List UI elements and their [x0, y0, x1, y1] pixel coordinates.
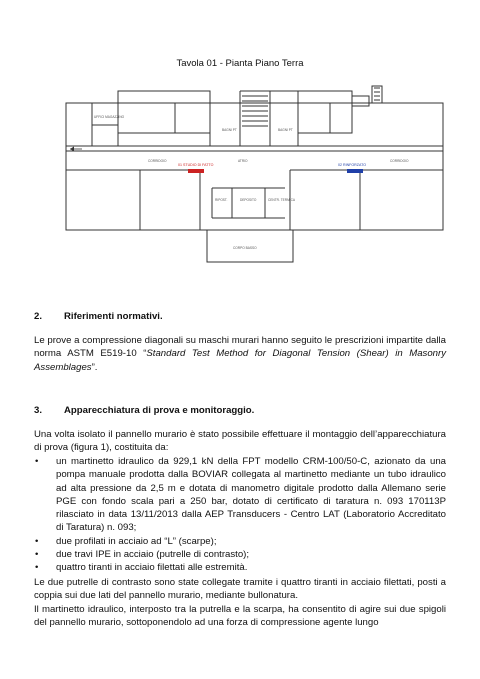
- list-item: • un martinetto idraulico da 929,1 kN della FPT modello CRM-100/50-C, azionato da una pompa manuale prodotta dalla BOVIAR collegata al martinetto mediante un tubo idraulico ad alta pressione da 2,5 m e dotata di manometro digitale prodotto dalla Allemano serie PGE con fondo scala pari a 250 bar, dotato di certificato di taratura n. 093 170113P rilasciato in data 13/11/2013 dalla AEP Transducers - Centro LAT (Laboratorio Accreditato di Taratura) n. 093;: [34, 455, 446, 535]
- label-corridoio-right: CORRIDOIO: [390, 159, 409, 163]
- test-location-1-marker: [188, 169, 204, 173]
- section-3-paragraph-1: Le due putrelle di contrasto sono state collegate tramite i quattro tiranti in acciaio filettati, posti a coppia sui due lati del pannello murario, mediante bullonatura.: [34, 577, 446, 602]
- label-test-2: 02 RINFORZATO: [338, 163, 367, 167]
- floor-plan: [0, 0, 480, 290]
- test-location-2-marker: [347, 169, 363, 173]
- label-test-1: 01 STUDIO DI FATTO: [178, 163, 214, 167]
- label-ripostiglio: RIPOST.: [215, 198, 228, 202]
- label-deposito: DEPOSITO: [240, 198, 257, 202]
- section-2-paragraph: [34, 334, 446, 374]
- label-centrale: CENTR. TERMICA: [268, 198, 296, 202]
- section-2-title: Riferimenti normativi.: [64, 311, 163, 322]
- label-bagni-right: BAGNI PT: [278, 128, 293, 132]
- equipment-list: [34, 455, 446, 575]
- label-ufficio: UFFICI MAGAZZINO: [94, 115, 125, 119]
- list-item: • due travi IPE in acciaio (putrelle di contrasto);: [34, 548, 446, 561]
- label-corridoio-left: CORRIDOIO: [148, 159, 167, 163]
- section-2-text: Le prove a compressione diagonali su maschi murari hanno seguito le prescrizioni impartite dalla norma ASTM E519-10 “: [34, 335, 446, 360]
- section-3-number: 3.: [34, 405, 43, 416]
- list-item: • quattro tiranti in acciaio filettati alle estremità.: [34, 561, 446, 574]
- plan-title: Tavola 01 - Pianta Piano Terra: [176, 58, 304, 69]
- section-2-standard-title: Standard Test Method for Diagonal Tension (Shear) in Masonry Assemblages: [34, 348, 446, 373]
- label-bagni-left: BAGNI PT: [222, 128, 237, 132]
- section-3-paragraph-2: Il martinetto idraulico, interposto tra la putrella e la scarpa, ha consentito di agire sui due spigoli del pannello murario, sottoponendolo ad una forza di compressione agente lungo: [34, 604, 446, 629]
- section-2-text-end: ”.: [91, 361, 98, 373]
- plan-outer-wall: [66, 103, 443, 230]
- section-2-heading: [34, 310, 446, 323]
- section-3-intro: Una volta isolato il pannello murario è stato possibile effettuare il montaggio dell’apparecchiatura di prova (figura 1), costituita da:: [34, 429, 446, 454]
- section-3-title: Apparecchiatura di prova e monitoraggio.: [64, 405, 255, 416]
- label-corpo-basso: CORPO BASSO: [233, 246, 257, 250]
- label-atrio: ATRIO: [238, 159, 248, 163]
- section-3-heading: [34, 404, 446, 417]
- list-item: • due profilati in acciaio ad “L” (scarpe);: [34, 535, 446, 548]
- section-2-number: 2.: [34, 311, 43, 322]
